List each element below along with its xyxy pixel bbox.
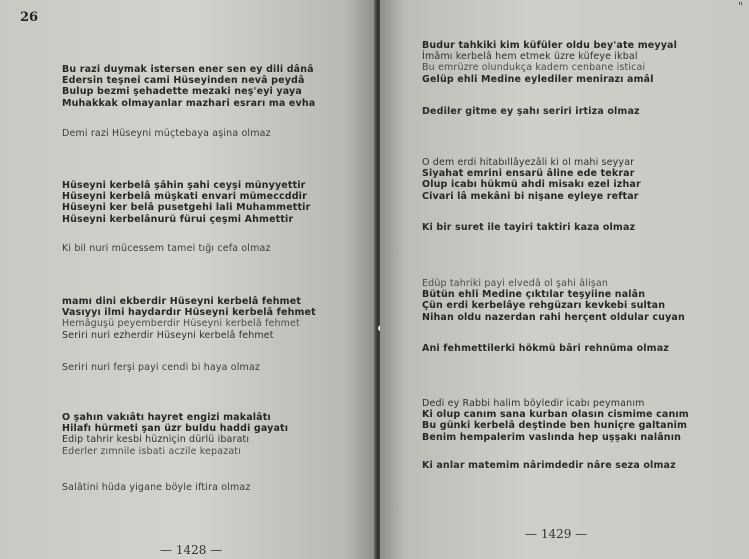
verse-line: Siyahat emrini ensarü âline ede tekrar xyxy=(422,168,635,180)
refrain-line: Ki bil nuri mücessem tamei tığı cefa olmaz xyxy=(62,243,271,254)
right-stanza-1 xyxy=(422,40,677,85)
right-stanza-2 xyxy=(422,157,641,202)
verse-line: Nihan oldu nazerdan rahi herçent oldular cuyan xyxy=(422,311,685,323)
verse-line: Edersin teşnei cami Hüseyinden nevâ peydâ xyxy=(62,75,305,87)
verse-line: Seriri nuri ezherdir Hüseyni kerbelâ fehmet xyxy=(62,329,274,341)
refrain-line: Demi razi Hüseyni müçtebaya aşina olmaz xyxy=(62,128,271,139)
right-page xyxy=(380,0,749,559)
verse-line: Hüseyni kerbelâ şâhin şahi ceyşi münyyettir xyxy=(62,180,306,191)
verse-line: Bütün ehli Medine çıktılar teşyiine nalân xyxy=(422,289,646,301)
verse-line: Bu emrüzre olundukça kadem cenbane isticai xyxy=(422,62,646,74)
verse-line: Ki olup canım sana kurban olasın cismime canım xyxy=(422,409,689,421)
verse-line: Hüseyni kerbelâ müşkati envari mümeccddir xyxy=(62,191,307,203)
left-stanza-2 xyxy=(62,180,310,225)
page-number-bottom: — 1428 — xyxy=(160,543,223,557)
left-stanza-4 xyxy=(62,412,288,457)
verse-line: Hüseyni ker belâ pusetgehi lali Muhammettir xyxy=(62,202,311,214)
corner-mark: " xyxy=(737,0,743,13)
verse-line: Hemâguşü peyemberdir Hüseyni kerbelâ fehmet xyxy=(62,318,300,330)
verse-line: O dem erdi hitabıllâyezâli ki ol mahi seyyar xyxy=(422,157,635,168)
verse-line: Çün erdi kerbelâye rehgüzarı kevkebi sultan xyxy=(422,300,666,312)
left-stanza-1 xyxy=(62,64,315,109)
verse-line: mamı dini ekberdir Hüseyni kerbelâ fehmet xyxy=(62,296,302,307)
refrain-line: Dediler gitme ey şahı seriri irtiza olmaz xyxy=(422,106,640,117)
verse-line: Edüp tahriki payi elvedâ ol şahi âlişan xyxy=(422,278,608,289)
refrain-line: Ani fehmettilerki hökmü bâri rehnüma olmaz xyxy=(422,343,669,354)
verse-line: Budur tahkiki kim küfüler oldu bey'ate meyyal xyxy=(422,40,678,51)
verse-line: O şahın vakıâtı hayret engizi makalâtı xyxy=(62,412,271,423)
verse-line: Civari lâ mekâni bi nişane eyleye reftar xyxy=(422,190,639,202)
verse-line: Benim hempalerim vaslında hep uşşakı nalânın xyxy=(422,431,682,443)
verse-line: Bulup bezmi şehadette mezaki neş'eyi yaya xyxy=(62,86,302,98)
right-stanza-4 xyxy=(422,398,689,443)
verse-line: Edip tahrir kesbi hüzniçin dürlü ibaratı xyxy=(62,434,250,446)
verse-line: Olup icabı hükmü ahdi misakı ezel izhar xyxy=(422,179,641,191)
verse-line: Hüseyni kerbelânurü fürui çeşmi Ahmettir xyxy=(62,213,294,225)
refrain-line: Ki bir suret ile tayiri taktiri kaza olmaz xyxy=(422,222,636,233)
verse-line: Muhakkak olmayanlar mazhari esrarı ma evha xyxy=(62,97,316,109)
verse-line: Vasıyyı ilmi haydardır Hüseyni kerbelâ fehmet xyxy=(62,307,316,319)
verse-line: Gelüp ehli Medine eylediler menirazı amâl xyxy=(422,73,654,85)
verse-line: İmâmı kerbelâ hem etmek üzre küfeye ikbal xyxy=(422,51,638,63)
verse-line: Bu günki kerbelâ deştinde ben huniçre galtanim xyxy=(422,420,688,432)
verse-line: Ederler zımnile isbati aczile kepazatı xyxy=(62,445,241,457)
refrain-line: Salâtini hüda yigane böyle iftira olmaz xyxy=(62,482,251,493)
verse-line: Bu razi duymak istersen ener sen ey dili dânâ xyxy=(62,64,314,75)
verse-line: Hilafı hürmeti şan üzr buldu haddi gayatı xyxy=(62,423,289,435)
left-stanza-3 xyxy=(62,296,316,341)
page-number-bottom: — 1429 — xyxy=(525,527,588,541)
refrain-line: Seriri nuri ferşi payi cendi bi haya olmaz xyxy=(62,362,261,373)
refrain-line: Ki anlar matemim nârimdedir nâre seza olmaz xyxy=(422,460,676,471)
right-stanza-3 xyxy=(422,278,685,323)
page-number-top: 26 xyxy=(20,10,39,25)
verse-line: Dedi ey Rabbi halim böyledir icabı peymanım xyxy=(422,398,645,409)
